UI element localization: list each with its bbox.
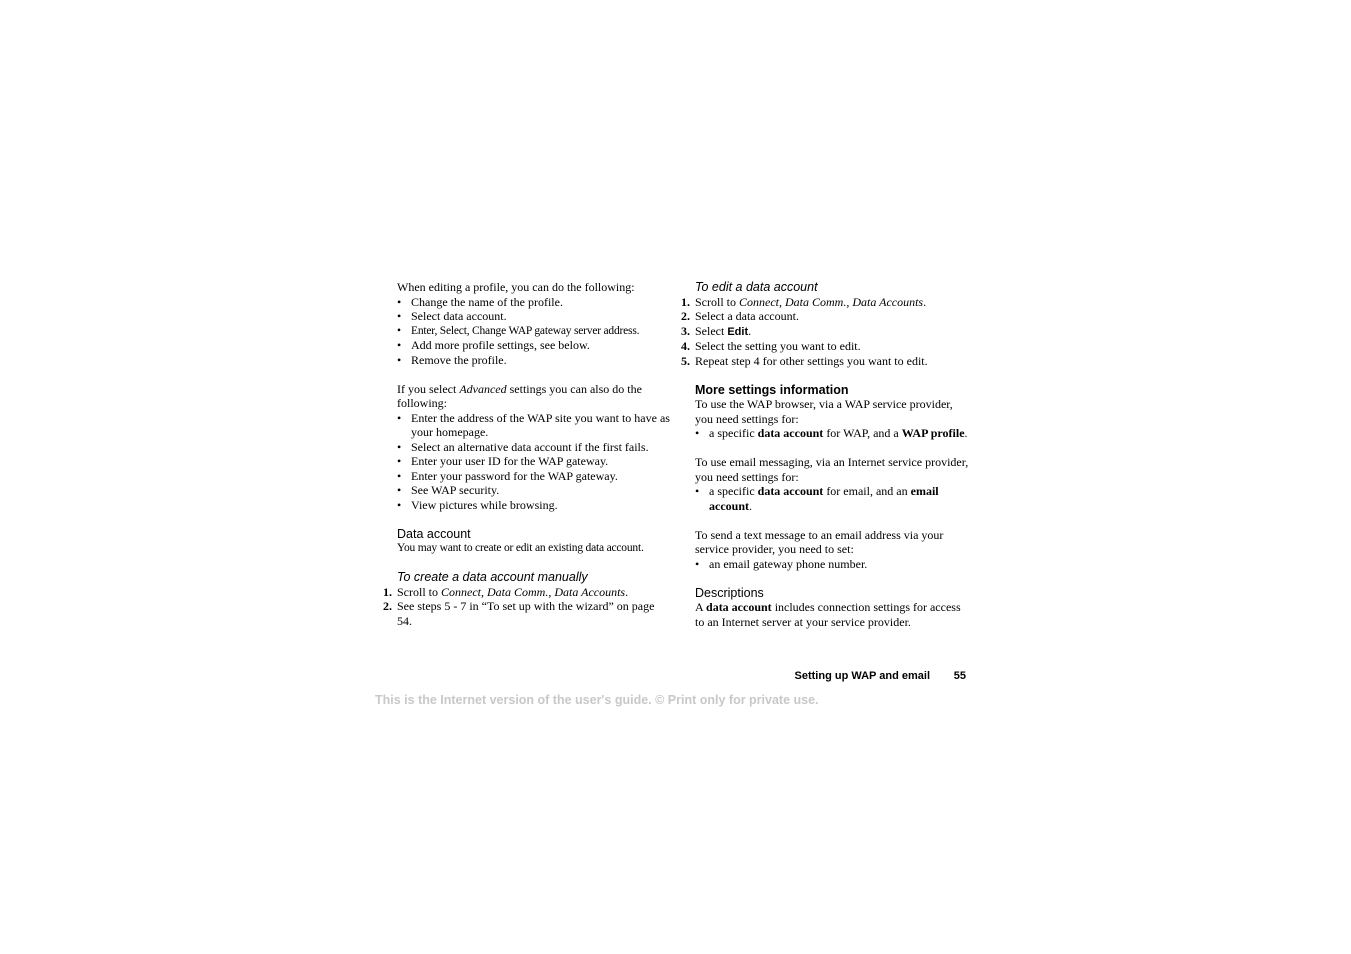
list-item: • Enter your user ID for the WAP gateway.: [397, 454, 672, 469]
edit-steps-list: [681, 294, 970, 369]
wap-settings-list: [695, 426, 970, 441]
advanced-term: Advanced: [459, 381, 507, 396]
email-settings-intro: To use email messaging, via an Internet service provider, you need settings for:: [695, 455, 969, 484]
descriptions-text: A data account includes connection settings for access to an Internet server at your service provider.: [695, 600, 961, 629]
list-item: 3. Select Edit.: [681, 323, 752, 338]
list-item: 1. Scroll to Connect, Data Comm., Data Accounts.: [681, 294, 927, 309]
list-item: 4. Select the setting you want to edit.: [681, 339, 861, 353]
edit-account-heading: To edit a data account: [695, 280, 818, 294]
list-item: • an email gateway phone number.: [695, 557, 970, 572]
page-footer: [760, 670, 966, 686]
descriptions-heading: Descriptions: [695, 585, 764, 600]
list-item: • a specific data account for email, and an email account.: [695, 484, 970, 513]
advanced-intro: If you select Advanced settings you can also do the following:: [397, 381, 642, 410]
footer-section-title: Setting up WAP and email: [794, 670, 930, 682]
edit-command: Edit: [727, 325, 749, 338]
text-message-intro: To send a text message to an email address via your service provider, you need to set:: [695, 527, 944, 556]
list-item: • Enter your password for the WAP gateway.: [397, 469, 672, 484]
left-column: [383, 280, 672, 628]
create-steps-list: [383, 584, 672, 629]
data-account-heading: Data account: [397, 526, 471, 541]
list-item: 2. Select a data account.: [681, 309, 799, 323]
list-item: • Add more profile settings, see below.: [397, 338, 672, 353]
list-item: • Change the name of the profile.: [397, 295, 672, 310]
list-item: • Select an alternative data account if the first fails.: [397, 440, 672, 455]
data-account-text: You may want to create or edit an existing data account.: [397, 542, 644, 554]
list-item: • Enter, Select, Change WAP gateway server address.: [397, 324, 672, 339]
list-item: • Remove the profile.: [397, 353, 672, 368]
list-item: • Enter the address of the WAP site you want to have as your homepage.: [397, 411, 672, 440]
list-item: • See WAP security.: [397, 483, 672, 498]
list-item: • Select data account.: [397, 309, 672, 324]
wap-settings-intro: To use the WAP browser, via a WAP service provider, you need settings for:: [695, 397, 953, 426]
watermark-notice: This is the Internet version of the user's guide. © Print only for private use.: [375, 693, 819, 707]
advanced-items-list: [397, 411, 672, 513]
create-account-heading: To create a data account manually: [397, 570, 588, 584]
profile-actions-list: [397, 295, 672, 368]
text-message-list: [695, 557, 970, 572]
right-column: [681, 280, 970, 629]
email-settings-list: [695, 484, 970, 513]
page-number: 55: [953, 670, 966, 682]
list-item: 2. See steps 5 - 7 in “To set up with the wizard” on page 54.: [383, 599, 655, 628]
list-item: 5. Repeat step 4 for other settings you want to edit.: [681, 353, 928, 368]
list-item: • a specific data account for WAP, and a WAP profile.: [695, 426, 970, 441]
more-settings-heading: More settings information: [695, 382, 849, 397]
profile-intro: When editing a profile, you can do the following:: [397, 280, 635, 294]
list-item: 1. Scroll to Connect, Data Comm., Data Accounts.: [383, 584, 629, 599]
list-item: • View pictures while browsing.: [397, 498, 672, 513]
